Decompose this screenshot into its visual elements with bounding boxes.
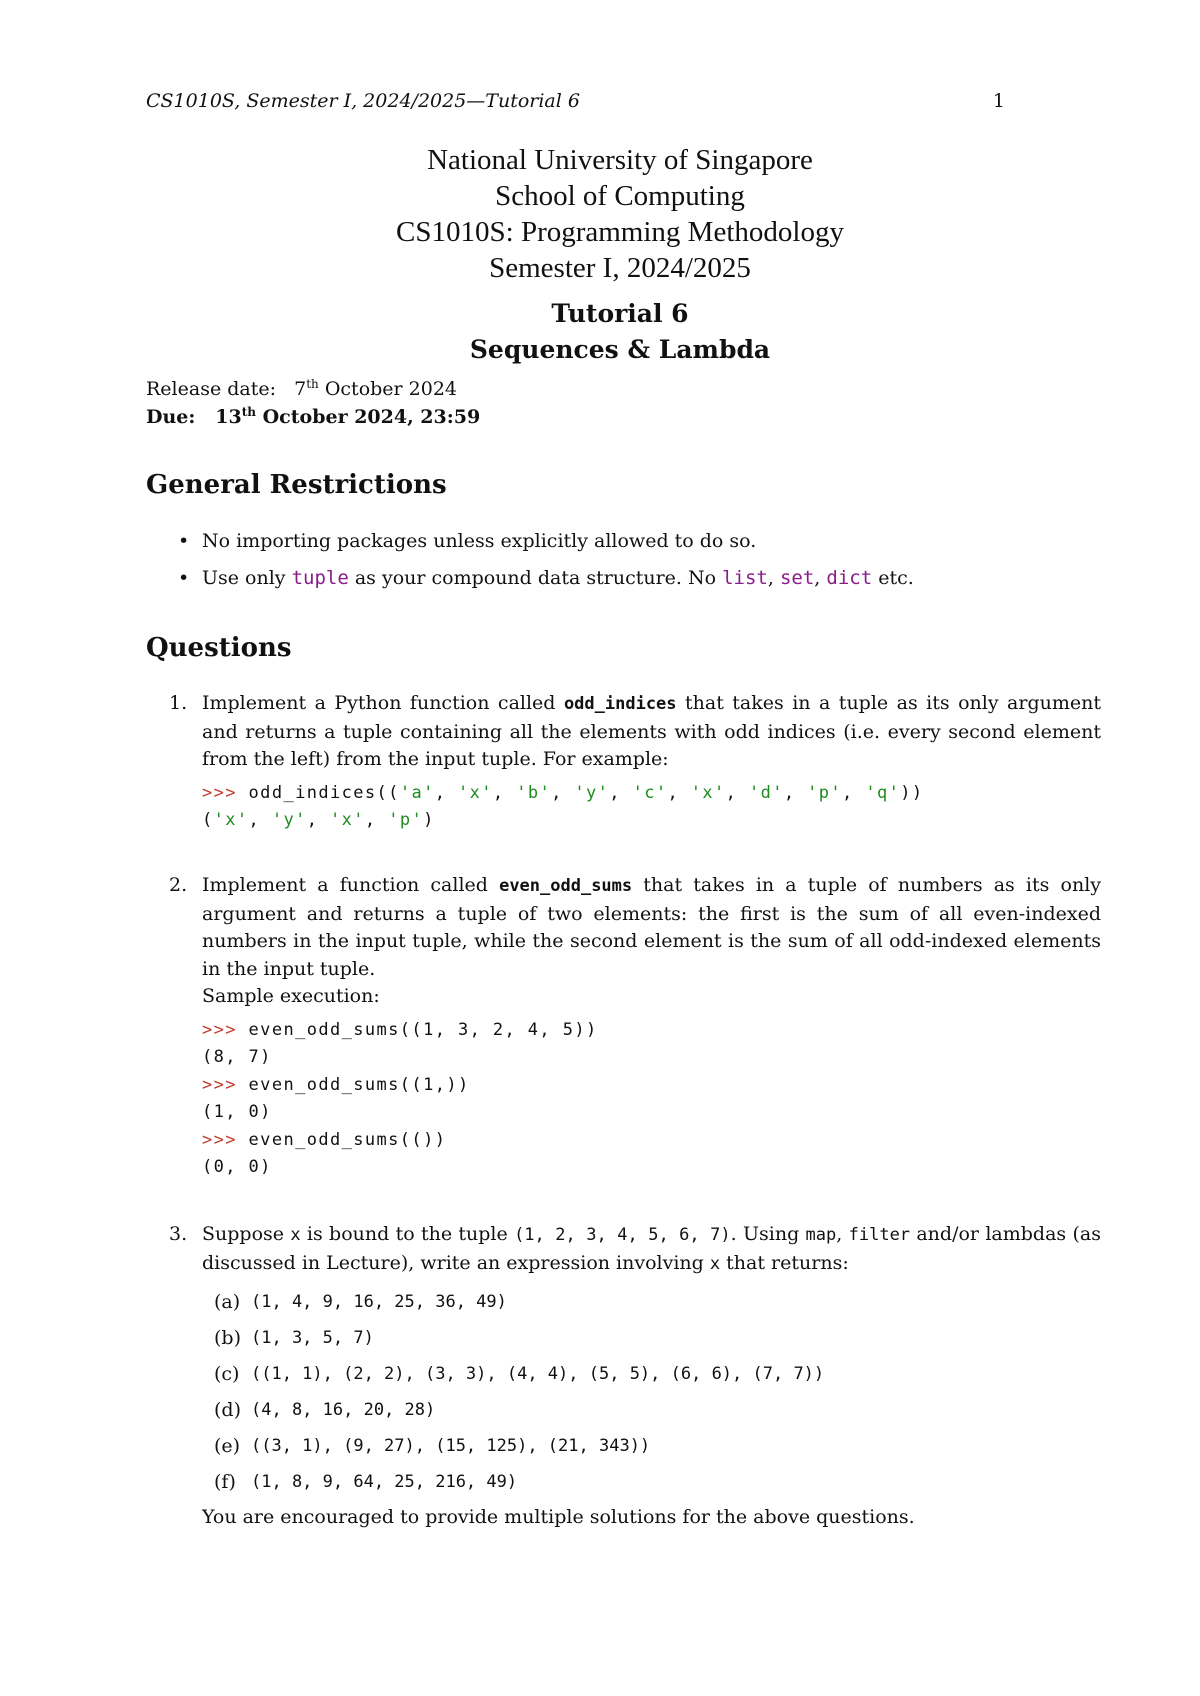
course-name: CS1010S: Programming Methodology bbox=[396, 216, 844, 248]
string-literal: 'd' bbox=[748, 782, 784, 803]
code-result: (1, 0) bbox=[202, 1102, 272, 1122]
code-call: even_odd_sums((1,)) bbox=[248, 1074, 470, 1095]
question-3 bbox=[169, 1221, 1101, 1532]
comma: , bbox=[814, 567, 821, 589]
function-name: even_odd_sums bbox=[499, 876, 633, 896]
sub-value: ((3, 1), (9, 27), (15, 125), (21, 343)) bbox=[251, 1436, 651, 1456]
code-example bbox=[202, 1017, 1101, 1182]
sub-questions bbox=[169, 1284, 1101, 1500]
comma: , bbox=[767, 567, 774, 589]
code-call: odd_indices(( bbox=[248, 782, 400, 803]
question-text-part: that returns: bbox=[726, 1251, 849, 1274]
string-literal: 'a' bbox=[399, 782, 435, 803]
prompt: >>> bbox=[202, 1019, 237, 1040]
restrictions-heading: General Restrictions bbox=[146, 470, 447, 500]
tutorial-topic: Sequences & Lambda bbox=[469, 335, 771, 364]
string-literal: 'x' bbox=[690, 782, 726, 803]
release-day: 7 bbox=[294, 378, 307, 400]
code-result: (8, 7) bbox=[202, 1047, 272, 1067]
restriction-text: etc. bbox=[878, 567, 914, 589]
code-call-end: )) bbox=[900, 782, 924, 803]
tutorial-title: Tutorial 6 bbox=[551, 299, 689, 328]
string-literal: 'b' bbox=[516, 782, 552, 803]
sub-label: (e) bbox=[214, 1435, 241, 1457]
variable-x: x bbox=[709, 1253, 721, 1274]
restriction-item bbox=[178, 560, 914, 597]
keyword-set: set bbox=[779, 567, 815, 589]
encouragement-note: You are encouraged to provide multiple solutions for the above questions. bbox=[202, 1506, 915, 1528]
restriction-text: as your compound data structure. No bbox=[354, 567, 717, 589]
running-header bbox=[146, 90, 1005, 112]
restriction-text: No importing packages unless explicitly allowed to do so. bbox=[202, 530, 757, 552]
keyword-list: list bbox=[722, 567, 768, 589]
due-date bbox=[146, 403, 480, 431]
sub-value: (1, 8, 9, 64, 25, 216, 49) bbox=[251, 1472, 518, 1492]
prompt: >>> bbox=[202, 1129, 237, 1150]
due-rest: October 2024, 23:59 bbox=[262, 406, 481, 428]
due-label: Due: bbox=[146, 406, 196, 428]
release-label: Release date: bbox=[146, 378, 277, 400]
question-text-part: . Using bbox=[730, 1223, 800, 1245]
sub-label: (f) bbox=[214, 1471, 236, 1493]
keyword-filter: filter bbox=[848, 1225, 911, 1245]
question-text-part: Implement a function called bbox=[202, 874, 488, 896]
prompt: >>> bbox=[202, 782, 237, 803]
sub-label: (a) bbox=[214, 1291, 241, 1313]
string-literal: 'p' bbox=[388, 810, 424, 830]
release-rest: October 2024 bbox=[324, 378, 458, 400]
string-literal: 'c' bbox=[632, 782, 668, 803]
function-name: odd_indices bbox=[563, 694, 677, 714]
title-block bbox=[0, 142, 1200, 368]
sub-question bbox=[214, 1356, 1101, 1392]
question-text bbox=[202, 1221, 1101, 1278]
keyword-tuple: tuple bbox=[291, 567, 349, 589]
code-args: 'a', 'x', 'b', 'y', 'c', 'x', 'd', 'p', 'q' bbox=[399, 782, 901, 803]
sub-question bbox=[214, 1320, 1101, 1356]
page-number: 1 bbox=[992, 90, 1005, 112]
string-literal: 'p' bbox=[807, 782, 843, 803]
sample-label: Sample execution: bbox=[202, 985, 380, 1007]
code-result: ('x', 'y', 'x', 'p') bbox=[202, 810, 435, 830]
sub-question bbox=[214, 1392, 1101, 1428]
university-name: National University of Singapore bbox=[427, 144, 813, 176]
due-sup: th bbox=[241, 405, 256, 419]
question-text-part: that takes in a tuple as its only argument and returns a tuple containing all the elements with odd indices (i.e. every second element from the left) from the input tuple. For example: bbox=[202, 692, 1101, 770]
code-call: even_odd_sums((1, 3, 2, 4, 5)) bbox=[248, 1019, 598, 1040]
due-day: 13 bbox=[215, 406, 242, 428]
question-text-part: Implement a Python function called bbox=[202, 692, 556, 714]
question-text bbox=[202, 872, 1101, 1011]
string-literal: 'x' bbox=[458, 782, 493, 803]
code-result: (0, 0) bbox=[202, 1157, 272, 1177]
sub-value: (4, 8, 16, 20, 28) bbox=[251, 1400, 436, 1420]
code-example bbox=[202, 780, 1101, 835]
tuple-literal: (1, 2, 3, 4, 5, 6, 7) bbox=[514, 1225, 731, 1245]
sub-label: (b) bbox=[214, 1327, 241, 1349]
comma: , bbox=[836, 1223, 843, 1245]
release-sup: th bbox=[306, 377, 319, 391]
question-text-part: is bound to the tuple bbox=[306, 1223, 508, 1245]
string-literal: 'x' bbox=[213, 810, 249, 830]
keyword-dict: dict bbox=[826, 567, 873, 589]
dates-block bbox=[146, 375, 480, 431]
question-2 bbox=[169, 872, 1101, 1182]
sub-label: (c) bbox=[214, 1363, 240, 1385]
question-number: 1. bbox=[169, 692, 188, 714]
code-call: even_odd_sums(()) bbox=[248, 1129, 447, 1150]
keyword-map: map bbox=[805, 1225, 837, 1245]
question-text-part: Suppose bbox=[202, 1223, 285, 1245]
running-title: CS1010S, Semester I, 2024/2025—Tutorial 6 bbox=[146, 90, 580, 112]
sub-value: (1, 4, 9, 16, 25, 36, 49) bbox=[251, 1292, 507, 1312]
question-1 bbox=[169, 690, 1101, 835]
sub-value: ((1, 1), (2, 2), (3, 3), (4, 4), (5, 5), (6, 6), (7, 7)) bbox=[251, 1364, 825, 1384]
string-literal: 'y' bbox=[271, 810, 307, 830]
string-literal: 'q' bbox=[865, 782, 901, 803]
questions-heading: Questions bbox=[146, 633, 292, 663]
restrictions-list bbox=[178, 523, 914, 597]
sub-question bbox=[214, 1284, 1101, 1320]
prompt: >>> bbox=[202, 1074, 237, 1095]
school-name: School of Computing bbox=[495, 180, 745, 212]
question-text bbox=[202, 690, 1101, 774]
string-literal: 'y' bbox=[574, 782, 610, 803]
sub-value: (1, 3, 5, 7) bbox=[251, 1328, 374, 1348]
question-number: 3. bbox=[169, 1223, 188, 1245]
sub-label: (d) bbox=[214, 1399, 241, 1421]
string-literal: 'x' bbox=[330, 810, 365, 830]
question-text-part: and/or lambdas (as discussed in Lecture), write an expression involving bbox=[202, 1223, 1101, 1274]
release-date bbox=[146, 375, 480, 403]
restriction-text: Use only bbox=[202, 567, 286, 589]
sub-question bbox=[214, 1428, 1101, 1464]
sub-question bbox=[214, 1464, 1101, 1500]
semester: Semester I, 2024/2025 bbox=[489, 252, 751, 284]
question-text-part: that takes in a tuple of numbers as its only argument and returns a tuple of two elements: the first is the sum of all even-indexed numbers in the input tuple, while the second element is the sum of all odd-indexed elements in the input tuple. bbox=[202, 874, 1102, 980]
question-number: 2. bbox=[169, 874, 188, 896]
restriction-item bbox=[178, 523, 914, 560]
variable-x: x bbox=[290, 1225, 301, 1245]
